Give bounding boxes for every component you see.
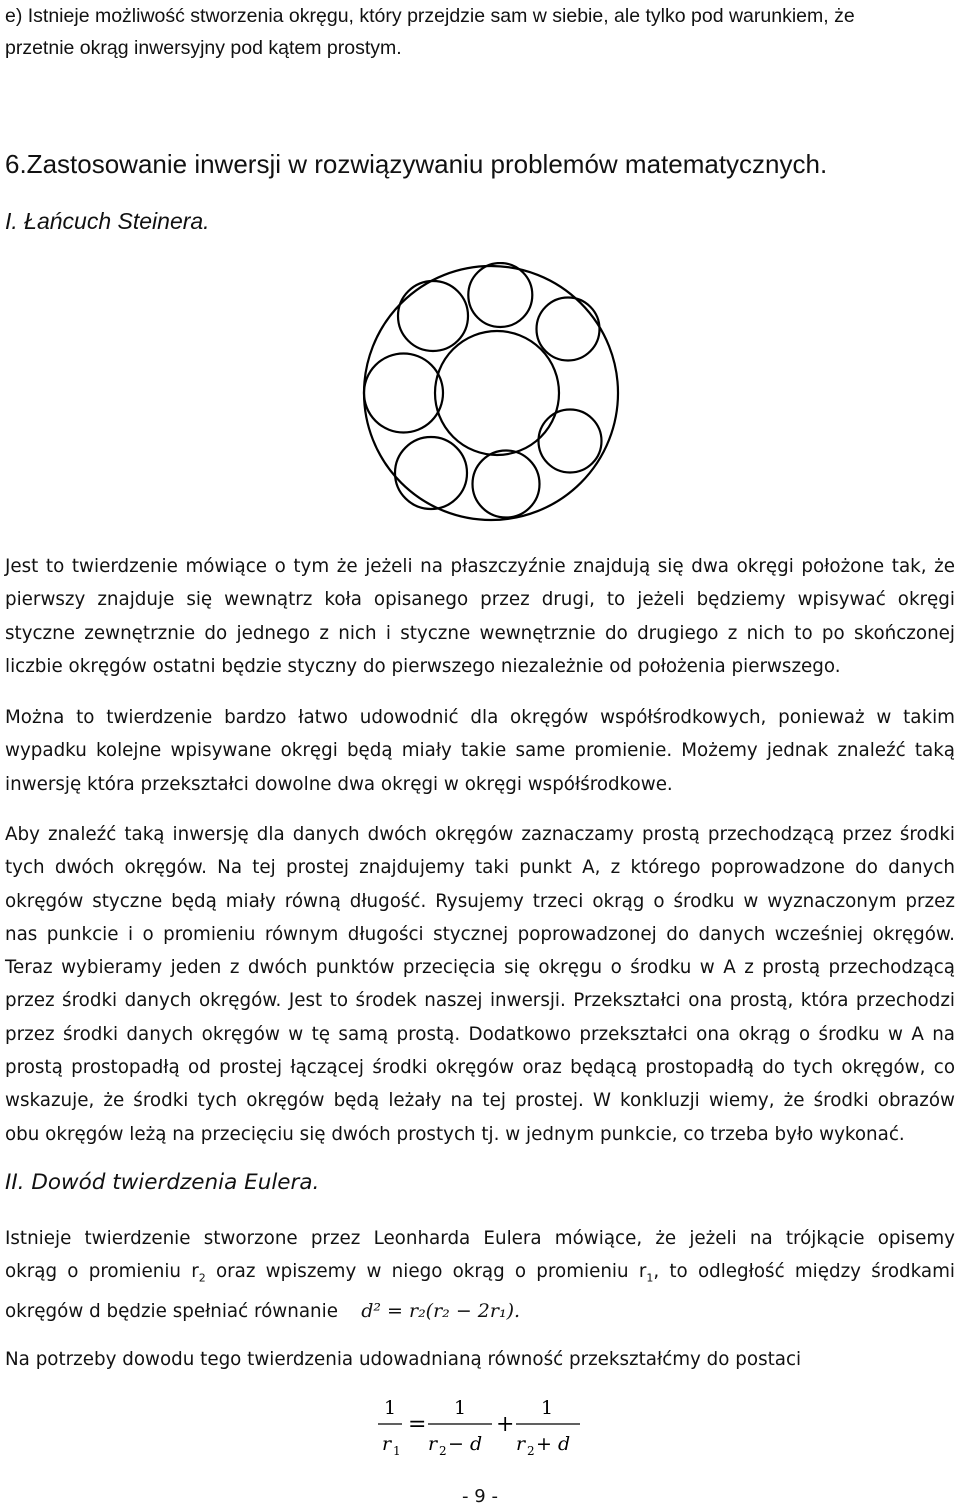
intro-line-1: e) Istnieje możliwość stworzenia okręgu, który przejdzie sam w siebie, ale tylko pod warunkiem, że	[5, 5, 855, 27]
section-heading: 6.Zastosowanie inwersji w rozwiązywaniu problemów matematycznych.	[5, 149, 828, 179]
term1-den-rest: − d	[448, 1433, 483, 1455]
text-line: przez środki danych okręgów. Jest to środek naszej inwersji. Przekształci ona prostą, która przechodzi	[5, 990, 955, 1012]
chain-circle-1	[468, 263, 532, 327]
subsection-euler: II. Dowód twierdzenia Eulera.	[5, 1170, 320, 1195]
paragraph-steiner	[5, 550, 955, 683]
paragraph-inversion	[5, 818, 955, 1151]
chain-circle-6	[364, 354, 443, 433]
text-line: inwersję która przekształci dowolne dwa okręgi w okręgi współśrodkowe.	[5, 773, 673, 795]
text-line: wypadku kolejne wpisywane okręgi będą miały takie same promienie. Możemy jednak znaleźć taką	[5, 740, 955, 762]
term1-numerator: 1	[453, 1397, 467, 1419]
term2-den-rest: + d	[536, 1433, 571, 1455]
term1-den-sub: 2	[439, 1444, 447, 1458]
text-line: nas punkcie i o promieniu równym długości stycznej poprowadzonej do danych wcześniej okręgów.	[5, 923, 955, 945]
text-line: Można to twierdzenie bardzo łatwo udowodnić dla okręgów współśrodkowych, ponieważ w takim	[5, 707, 955, 728]
steiner-chain-diagram	[360, 262, 622, 524]
text-line: wskazuje, że środki tych okręgów będą leżały na tej prostej. W konkluzji wiemy, że środki obrazów	[5, 1090, 955, 1112]
page-number: - 9 -	[462, 1486, 498, 1507]
text-line: pierwszy znajduje się wewnątrz koła opisanego przez drugi, to jeżeli będziemy wpisywać okręgi	[5, 589, 955, 611]
text-line: Teraz wybieramy jeden z dwóch punktów przecięcia się okręgu o środku w A z prostą przechodzącą	[5, 957, 955, 979]
lhs-numerator: 1	[383, 1397, 397, 1419]
formula	[372, 1390, 592, 1470]
text-line: styczne zewnętrznie do jednego z nich i styczne wewnętrznie do drugiego z nich to po skończonej	[5, 622, 955, 644]
euler-equation: d² = r₂(r₂ − 2r₁).	[361, 1300, 521, 1323]
text-line: okręgów d będzie spełniać równanie d² = r₂(r₂ − 2r₁).	[5, 1300, 521, 1323]
text-line: obu okręgów leżą na przecięciu się dwóch prostych tj. w jednym punkcie, co trzeba było wykonać.	[5, 1123, 905, 1145]
term2-den-r: r	[516, 1433, 526, 1455]
term2-numerator: 1	[540, 1397, 554, 1419]
intro-text	[5, 0, 955, 64]
text-line: Jest to twierdzenie mówiące o tym że jeżeli na płaszczyźnie znajdują się dwa okręgi położone tak, że	[5, 556, 955, 577]
text-line: okręgów styczne będą miały równą długość. Rysujemy trzeci okrąg o środku w wyznaczonym przez	[5, 890, 955, 912]
lhs-denominator: r	[382, 1433, 392, 1455]
paragraph-transform: Na potrzeby dowodu tego twierdzenia udowadnianą równość przekształćmy do postaci	[5, 1349, 802, 1370]
paragraph-euler	[5, 1222, 955, 1329]
equals-sign: =	[408, 1412, 427, 1437]
intro-line-2: przetnie okrąg inwersyjny pod kątem prostym.	[5, 37, 402, 59]
chain-circle-4	[473, 451, 540, 518]
text-line: liczbie okręgów ostatni będzie styczny do pierwszego niezależnie od położenia pierwszego.	[5, 655, 841, 677]
chain-circle-3	[539, 410, 602, 473]
term1-den-r: r	[428, 1433, 438, 1455]
chain-circle-7	[398, 281, 468, 351]
chain-circle-5	[395, 437, 467, 509]
text-line: Istnieje twierdzenie stworzone przez Leonharda Eulera mówiące, że jeżeli na trójkącie opisemy	[5, 1228, 955, 1249]
text-line: przez środki danych okręgów w tę samą prostą. Dodatkowo przekształci ona okrąg o środku w A na	[5, 1023, 955, 1045]
text-line: Aby znaleźć taką inwersję dla danych dwóch okręgów zaznaczamy prostą przechodzącą przez środki	[5, 824, 955, 845]
inner-circle	[435, 331, 559, 455]
plus-sign: +	[496, 1412, 515, 1437]
paragraph-concentric	[5, 701, 955, 801]
text-line: okrąg o promieniu $r_2$ oraz wpiszemy w niego okrąg o promieniu $r_1$, to odległość między środkami	[5, 1261, 955, 1285]
text-line: prostą prostopadłą od prostej łączącej środki okręgów oraz będącą prostopadłą do tych okręgów, co	[5, 1057, 955, 1079]
text-line: tych dwóch okręgów. Na tej prostej znajdujemy taki punkt A, z którego poprowadzone do danych	[5, 857, 955, 879]
lhs-subscript: 1	[393, 1444, 401, 1458]
chain-circle-2	[537, 298, 600, 361]
subsection-steiner: I. Łańcuch Steinera.	[5, 208, 210, 234]
outer-circle	[364, 266, 618, 520]
term2-den-sub: 2	[527, 1444, 535, 1458]
